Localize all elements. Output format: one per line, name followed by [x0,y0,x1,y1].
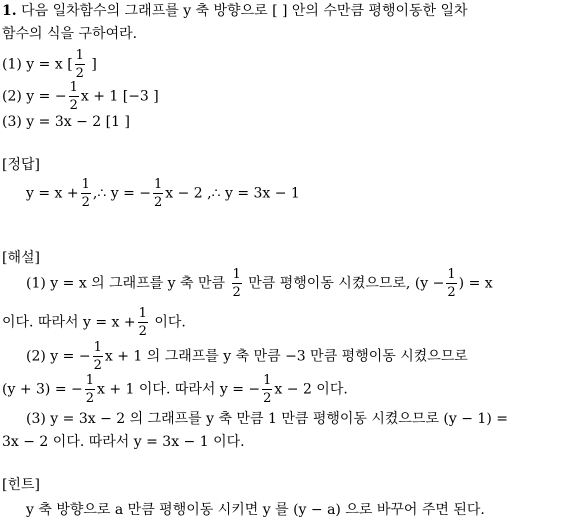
explanation-heading: [해설] [2,250,40,266]
answer-part-b: ,∴ y = − [92,185,151,202]
exp-text: x + 1 이다. 따라서 y = − [97,381,261,398]
numerator: 1 [153,177,163,192]
exp-text: x − 2 이다. [274,381,348,398]
exp-text: ) = x [458,275,493,292]
fraction [81,178,91,209]
item-label: (3) [2,114,22,130]
exp-text: x + 1 의 그래프를 y 축 만큼 −3 만큼 평행이동 시켰으므로 [104,348,468,365]
hint-text: y 축 방향으로 a 만큼 평행이동 시키면 y 를 (y − a) 으로 바꾸어 주면 된다. [26,502,485,518]
exp-text: (2) y = − [26,348,91,365]
numerator: 1 [85,373,95,388]
fraction [232,268,242,299]
numerator: 1 [81,177,90,192]
problem-item-2 [2,81,159,112]
item-expr-post: x + 1 [−3 ] [80,88,159,105]
answer-part-c: x − 2 ,∴ y = 3x − 1 [165,185,300,202]
denominator: 2 [232,285,241,300]
explanation-line-4 [2,374,348,405]
problem-line-1 [2,4,468,18]
numerator: 1 [447,267,456,282]
fraction [75,49,85,80]
answer-line [26,178,300,209]
denominator: 2 [81,195,90,210]
denominator: 2 [153,195,163,210]
problem-number: 1. [2,3,17,19]
exp-text: 이다. 따라서 y = x + [2,314,136,331]
exp-text: (y + 3) = − [2,381,83,398]
denominator: 2 [93,358,102,373]
denominator: 2 [263,391,272,406]
exp-text: 이다. [154,314,186,331]
explanation-line-3 [26,341,468,372]
numerator: 1 [69,80,78,95]
bracket-close: ] [91,56,97,73]
explanation-line-5: (3) y = 3x − 2 의 그래프를 y 축 만큼 1 만큼 평행이동 시켰으므로 (y − 1) = [26,411,508,427]
bracket-open: [ [67,56,73,73]
problem-text-1: 다음 일차함수의 그래프를 y 축 방향으로 [ ] 안의 수만큼 평행이동한 일차 [21,3,468,19]
fraction [153,178,163,209]
item-label: (2) [2,88,22,105]
answer-part-a: y = x + [26,185,79,202]
fraction [93,341,103,372]
answer-heading: [정답] [2,157,40,173]
item-expr: y = 3x − 2 [1 ] [26,114,130,130]
numerator: 1 [138,306,147,321]
numerator: 1 [232,267,241,282]
denominator: 2 [85,391,95,406]
problem-line-2: 함수의 식을 구하여라. [2,26,138,42]
explanation-line-6: 3x − 2 이다. 따라서 y = 3x − 1 이다. [2,434,245,450]
fraction [446,268,456,299]
item-label: (1) [2,56,22,73]
denominator: 2 [447,285,456,300]
fraction [262,374,272,405]
fraction [138,307,148,338]
numerator: 1 [263,373,272,388]
numerator: 1 [75,48,84,63]
item-expr: y = x [26,56,63,73]
exp-text: 만큼 평행이동 시켰으므로, (y − [248,275,445,292]
explanation-line-2 [2,307,186,338]
denominator: 2 [138,324,147,339]
fraction [85,374,95,405]
numerator: 1 [93,340,102,355]
problem-item-3 [2,115,130,129]
exp-text: (1) y = x 의 그래프를 y 축 만큼 [26,275,226,292]
fraction [69,81,79,112]
denominator: 2 [69,98,78,113]
denominator: 2 [75,66,84,81]
hint-heading: [힌트] [2,477,40,493]
problem-item-1 [2,49,97,80]
item-expr-pre: y = − [26,88,67,105]
explanation-line-1 [26,268,493,299]
